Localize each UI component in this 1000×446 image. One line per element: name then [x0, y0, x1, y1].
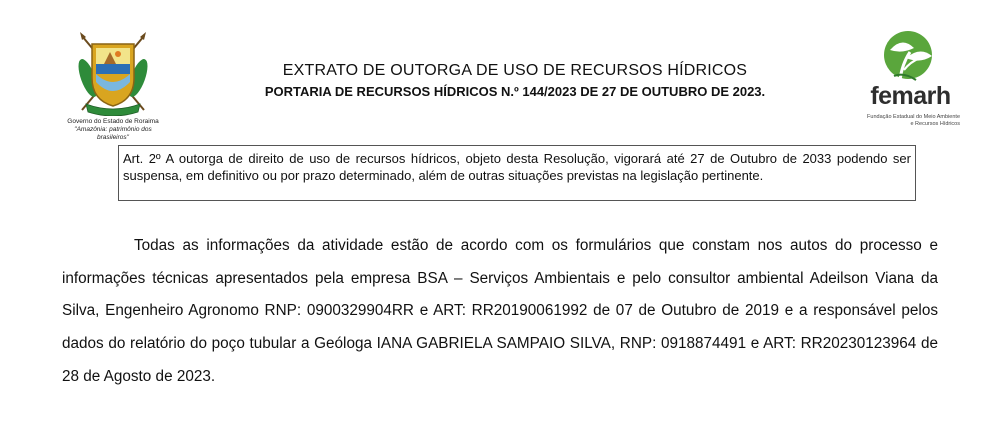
- article-2-text: Art. 2º A outorga de direito de uso de recursos hídricos, objeto desta Resolução, vigorará até 27 de Outubro de 2033 podendo ser suspensa, em definitivo ou por prazo determinado, além de outras situações previstas na legislação pertinente.: [123, 151, 911, 183]
- roraima-state-seal-icon: [74, 30, 152, 116]
- seal-caption: [58, 118, 168, 142]
- body-paragraph: [62, 230, 938, 394]
- seal-caption-state: Governo do Estado de Roraima: [67, 118, 159, 125]
- article-2-box: [118, 145, 916, 201]
- femarh-caption-line2: e Recursos Hídricos: [910, 120, 960, 127]
- femarh-brand-caption: [858, 114, 960, 127]
- femarh-logo: [858, 30, 963, 130]
- femarh-leaf-logo-icon: [880, 30, 938, 84]
- seal-caption-motto: "Amazônia: patrimônio dos brasileiros": [74, 126, 152, 141]
- femarh-brand-name: femarh: [870, 82, 951, 110]
- roraima-seal-logo: [58, 30, 168, 141]
- document-titles: [200, 62, 830, 99]
- document-subtitle: PORTARIA DE RECURSOS HÍDRICOS N.º 144/2023 DE 27 DE OUTUBRO DE 2023.: [264, 84, 766, 99]
- document-header: [0, 0, 1000, 140]
- femarh-caption-line1: Fundação Estadual do Meio Ambiente: [867, 114, 960, 120]
- body-paragraph-text: Todas as informações da atividade estão de acordo com os formulários que constam nos autos do processo e informações técnicas apresentados pela empresa BSA – Serviços Ambientais e pelo consultor ambiental Adeilson Viana da Silva, Engenheiro Agronomo RNP: 0900329904RR e ART: RR20190061992 de 07 de Outubro de 2019 e a responsável pelos dados do relatório do poço tubular a Geóloga IANA GABRIELA SAMPAIO SILVA, RNP: 0918874491 e ART: RR20230123964 de 28 de Agosto de 2023.: [62, 237, 938, 385]
- document-title: EXTRATO DE OUTORGA DE USO DE RECURSOS HÍDRICOS: [282, 62, 748, 79]
